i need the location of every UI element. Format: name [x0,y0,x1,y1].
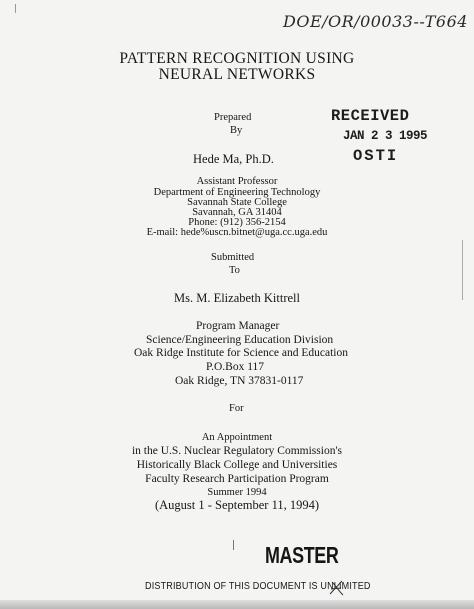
to-label: To [229,265,240,276]
document-title-line-2: NEURAL NETWORKS [158,66,316,83]
author-email: E-mail: hede%uscn.bitnet@uga.cc.uga.edu [146,227,328,238]
appointment-dates: (August 1 - September 11, 1994) [154,498,320,512]
author-city: Savannah, GA 31404 [192,207,282,218]
appointment-line-4: Faculty Research Participation Program [145,473,329,485]
recipient-pobox: P.O.Box 117 [206,361,265,373]
submitted-label: Submitted [211,252,255,263]
appointment-line-5: Summer 1994 [207,487,267,498]
author-name: Hede Ma, Ph.D. [193,152,274,166]
scan-edge-mark [15,4,16,13]
recipient-division: Science/Engineering Education Division [146,334,334,346]
author-college: Savannah State College [187,197,287,208]
received-stamp: RECEIVED [331,107,410,125]
received-stamp-date: JAN 2 3 1995 [343,129,428,143]
handwritten-reference: DOE/OR/00033--T664 [283,12,468,31]
for-label: For [229,403,244,414]
appointment-line-2: in the U.S. Nuclear Regulatory Commission's [131,445,342,457]
scan-baseline-strip [0,600,474,609]
appointment-line-1: An Appointment [201,432,273,443]
appointment-line-3: Historically Black College and Universities [136,459,338,471]
author-department: Department of Engineering Technology [153,187,321,198]
author-phone: Phone: (912) 356-2154 [188,217,286,228]
scan-edge-mark-right [462,240,463,300]
handwritten-scribble-icon [328,578,346,598]
scan-tick-mark [233,540,234,550]
distribution-statement: DISTRIBUTION OF THIS DOCUMENT IS UNLIMITED [145,580,371,592]
by-label: By [230,125,243,136]
received-stamp-agency: OSTI [353,147,399,165]
recipient-institute: Oak Ridge Institute for Science and Education [134,347,348,359]
document-title-line-1: PATTERN RECOGNITION USING [119,50,355,67]
recipient-name: Ms. M. Elizabeth Kittrell [173,291,301,305]
master-stamp: MASTER [265,542,339,568]
prepared-label: Prepared [214,112,252,123]
recipient-title: Program Manager [196,320,280,332]
author-position: Assistant Professor [196,176,278,187]
recipient-city: Oak Ridge, TN 37831-0117 [175,375,304,387]
